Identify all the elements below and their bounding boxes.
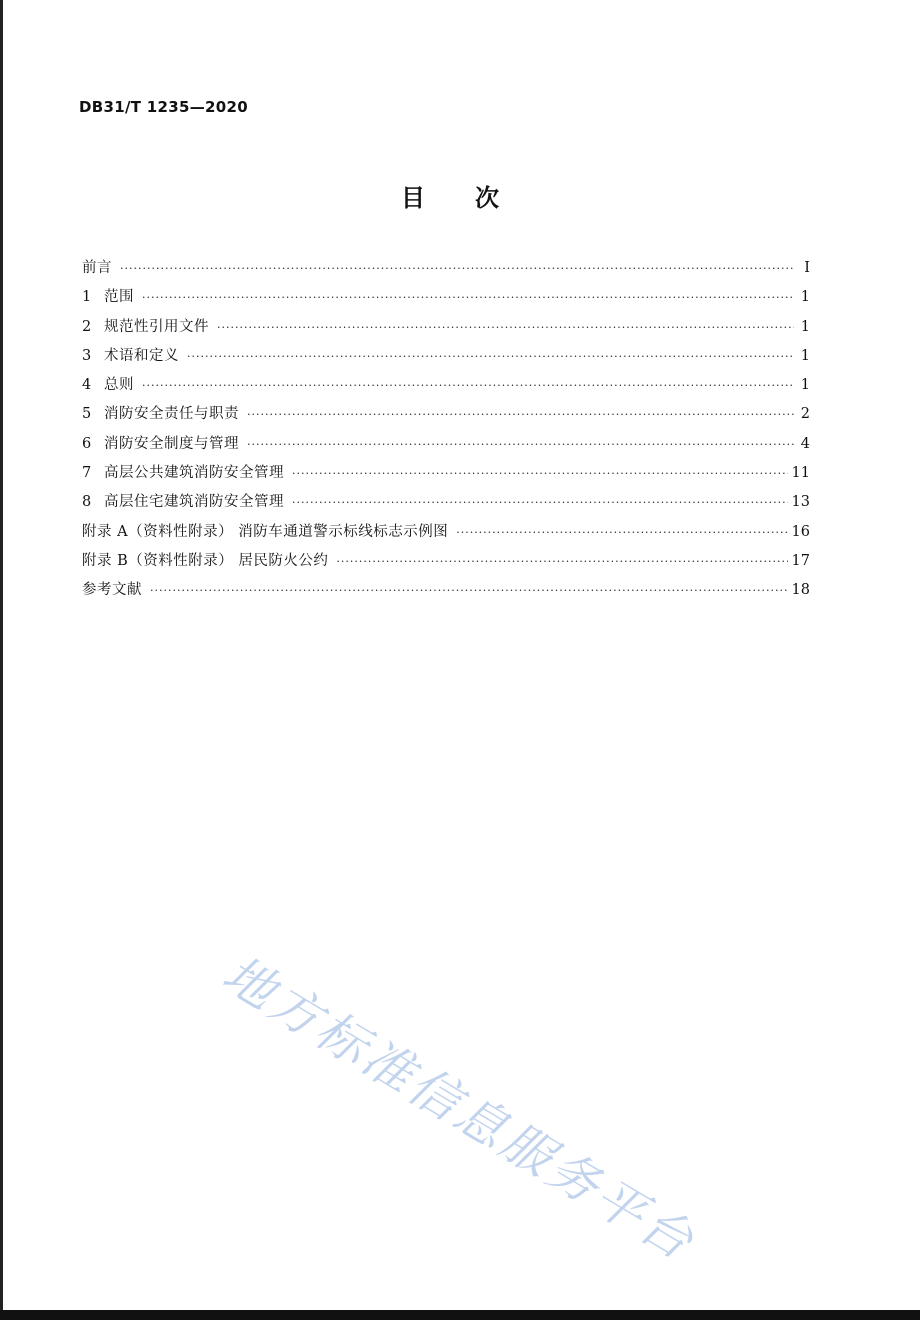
toc-entry-number: 8: [82, 494, 92, 511]
toc-entry-7[interactable]: [82, 461, 810, 490]
toc-entry-references[interactable]: [82, 578, 810, 607]
toc-entry-page: 2: [800, 406, 810, 423]
table-of-contents: [82, 256, 810, 608]
toc-leader-dots: [142, 291, 794, 304]
toc-entry-preface[interactable]: [82, 256, 810, 285]
toc-entry-page: 18: [791, 582, 810, 599]
toc-entry-label: 总则: [104, 377, 134, 394]
toc-entry-6[interactable]: [82, 432, 810, 461]
toc-entry-number: 6: [82, 435, 92, 452]
toc-entry-page: I: [804, 260, 810, 276]
toc-leader-dots: [336, 555, 787, 568]
toc-entry-label: 范围: [104, 289, 134, 306]
toc-entry-label: 消防安全责任与职责: [104, 406, 239, 423]
toc-entry-page: 4: [800, 435, 810, 452]
toc-entry-number: 3: [82, 347, 92, 364]
toc-entry-label: 附录 B（资料性附录） 居民防火公约: [82, 552, 329, 569]
toc-leader-dots: [456, 526, 787, 539]
toc-entry-label: 高层住宅建筑消防安全管理: [104, 494, 284, 511]
toc-entry-2[interactable]: [82, 315, 810, 344]
toc-entry-5[interactable]: [82, 402, 810, 431]
toc-entry-page: 1: [800, 347, 810, 364]
toc-entry-page: 1: [800, 289, 810, 306]
watermark-text: 地方标准信息服务平台: [213, 944, 706, 1273]
toc-entry-label: 消防安全制度与管理: [104, 435, 239, 452]
toc-entry-3[interactable]: [82, 344, 810, 373]
toc-entry-number: 5: [82, 406, 92, 423]
toc-entry-page: 17: [791, 552, 810, 569]
toc-leader-dots: [187, 350, 794, 363]
toc-leader-dots: [292, 496, 788, 509]
toc-entry-page: 13: [791, 494, 810, 511]
toc-entry-page: 11: [791, 465, 810, 482]
toc-leader-dots: [217, 321, 794, 334]
toc-leader-dots: [292, 467, 788, 480]
toc-entry-appendix-b[interactable]: [82, 549, 810, 578]
page-bottom-edge: [0, 1310, 920, 1320]
toc-entry-number: 1: [82, 289, 92, 306]
toc-entry-8[interactable]: [82, 490, 810, 519]
toc-leader-dots: [247, 408, 794, 421]
toc-entry-number: 4: [82, 377, 92, 394]
toc-entry-page: 1: [800, 377, 810, 394]
toc-entry-4[interactable]: [82, 373, 810, 402]
document-code: DB31/T 1235—2020: [79, 98, 248, 116]
toc-entry-page: 1: [800, 318, 810, 335]
toc-entry-label: 规范性引用文件: [104, 318, 209, 335]
toc-entry-appendix-a[interactable]: [82, 520, 810, 549]
toc-entry-page: 16: [791, 523, 810, 540]
toc-entry-label: 前言: [82, 260, 112, 276]
toc-title: 目次: [401, 184, 549, 212]
toc-leader-dots: [247, 438, 794, 451]
toc-entry-label: 术语和定义: [104, 347, 179, 364]
toc-leader-dots: [150, 584, 788, 597]
toc-entry-label: 高层公共建筑消防安全管理: [104, 465, 284, 482]
toc-leader-dots: [142, 379, 794, 392]
toc-entry-1[interactable]: [82, 285, 810, 314]
toc-entry-label: 参考文献: [82, 582, 142, 599]
toc-leader-dots: [120, 262, 794, 275]
toc-entry-number: 2: [82, 318, 92, 335]
toc-entry-label: 附录 A（资料性附录） 消防车通道警示标线标志示例图: [82, 523, 449, 540]
toc-entry-number: 7: [82, 465, 92, 482]
